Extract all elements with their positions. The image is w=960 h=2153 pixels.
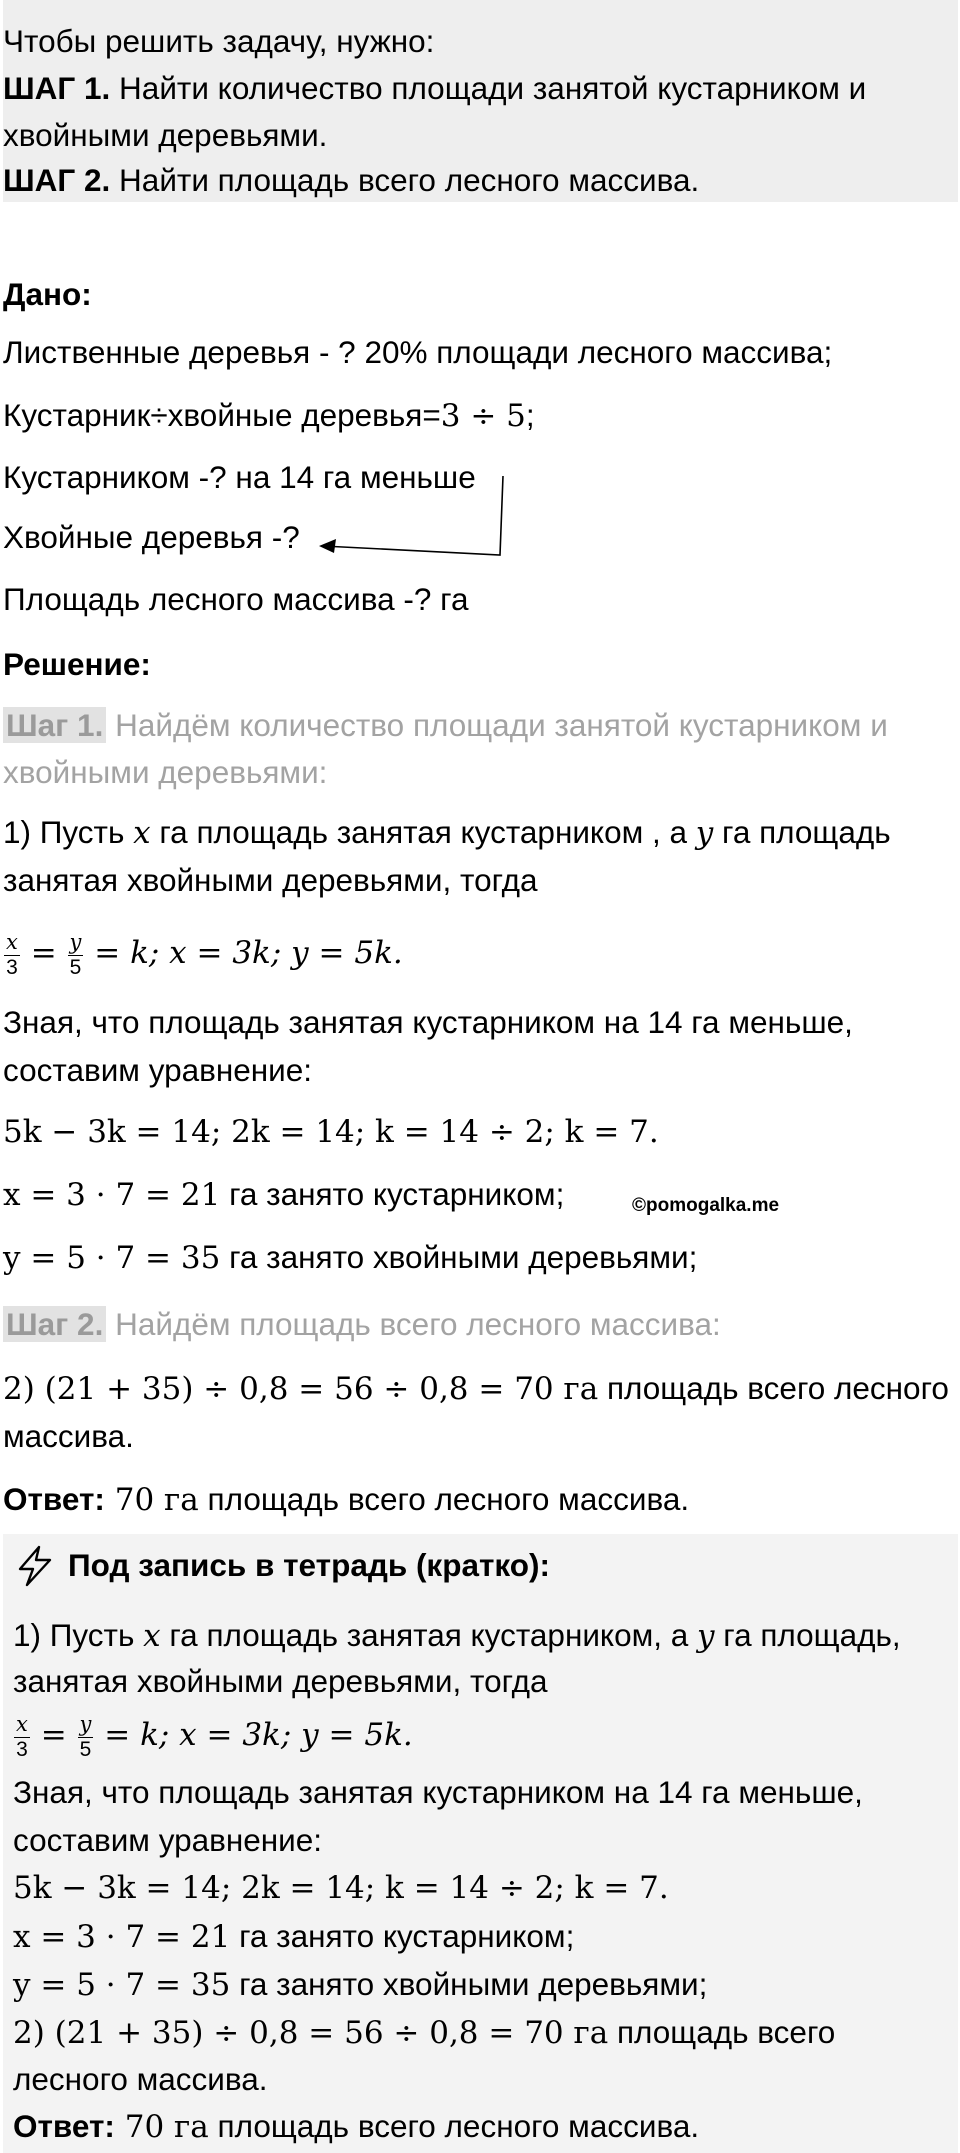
given-line: Кустарником -? на 14 га меньше xyxy=(3,459,476,495)
given-line: Лиственные деревья - ? 20% площади лесного массива; xyxy=(3,334,833,370)
equation-line xyxy=(3,1172,564,1217)
given-text: ; xyxy=(525,397,535,433)
equation-ratio: $\frac{x}{3}$ = $\frac{y}{5}$ = k; x = 3k; y = 5k. xyxy=(6,929,403,979)
answer-label: Ответ: xyxy=(13,2108,115,2144)
step2-heading xyxy=(3,1302,721,1346)
intro-step1-cont: хвойными деревьями. xyxy=(3,117,328,153)
note-title: Под запись в тетрадь (кратко): xyxy=(68,1547,550,1583)
solution-paragraph: Зная, что площадь занятая кустарником на 14 га меньше, xyxy=(3,1004,853,1040)
note-line: x = 3 · 7 = 21 га занято кустарником; xyxy=(13,1918,575,1955)
note-line: Зная, что площадь занятая кустарником на 14 га меньше, xyxy=(13,1774,863,1810)
solution-paragraph: массива. xyxy=(3,1418,134,1454)
note-line: лесного массива. xyxy=(13,2061,268,2097)
note-line: y = 5 · 7 = 35 га занято хвойными деревьями; xyxy=(13,1966,708,2003)
solution-paragraph: составим уравнение: xyxy=(3,1052,313,1088)
fraction: $\frac{x}{3}$ xyxy=(6,929,18,979)
note-equation: 5k − 3k = 14; 2k = 14; k = 14 ÷ 2; k = 7. xyxy=(13,1870,669,1906)
solution-paragraph xyxy=(3,810,891,855)
math: x = 3 · 7 = 21 xyxy=(3,1177,221,1213)
equation-line xyxy=(3,1235,697,1280)
given-title: Дано: xyxy=(3,276,92,312)
math-var: y xyxy=(697,1618,715,1654)
watermark: ©pomogalka.me xyxy=(632,1195,780,1216)
text: га площадь занятая кустарником , а xyxy=(150,814,696,850)
note-answer: Ответ: 70 га площадь всего лесного массива. xyxy=(13,2108,700,2145)
given-math: 3 ÷ 5 xyxy=(440,398,526,434)
given-line xyxy=(3,393,535,438)
answer-label: Ответ: xyxy=(3,1481,105,1517)
step1-text: Найти количество площади занятой кустарником и xyxy=(110,70,867,106)
math-var: x xyxy=(143,1618,161,1654)
lightning-icon xyxy=(12,1544,58,1588)
step1-label: ШАГ 1. xyxy=(3,70,111,106)
step1-heading-cont: хвойными деревьями: xyxy=(3,754,328,790)
math-var: y xyxy=(695,815,714,851)
math: 2) (21 + 35) ÷ 0,8 = 56 ÷ 0,8 = 70 га xyxy=(3,1371,599,1407)
text: га занято кустарником; xyxy=(220,1176,565,1212)
note-line: составим уравнение: xyxy=(13,1822,323,1858)
fraction: $\frac{y}{5}$ xyxy=(69,929,82,979)
note-line: занятая хвойными деревьями, тогда xyxy=(13,1663,548,1699)
step1-heading xyxy=(3,703,888,747)
step2-heading-text: Найдём площадь всего лесного массива: xyxy=(106,1306,721,1342)
step1-heading-text: Найдём количество площади занятой кустарником и xyxy=(106,707,888,743)
solution-title: Решение: xyxy=(3,646,151,682)
given-line: Хвойные деревья -? xyxy=(3,519,300,555)
math: = k; x = 3k; y = 5k. xyxy=(84,935,403,971)
math: y = 5 · 7 = 35 xyxy=(3,1240,221,1276)
text: 1) Пусть xyxy=(3,814,134,850)
solution-paragraph: занятая хвойными деревьями, тогда xyxy=(3,862,538,898)
given-line: Площадь лесного массива -? га xyxy=(3,581,469,617)
math: = k; x = 3k; y = 5k. xyxy=(94,1717,413,1753)
answer xyxy=(3,1477,689,1522)
step2-label: ШАГ 2. xyxy=(3,162,111,198)
text: площадь всего лесного xyxy=(598,1370,949,1406)
math: 70 га xyxy=(104,1482,199,1518)
fraction: $\frac{y}{5}$ xyxy=(79,1711,92,1761)
intro-line: Чтобы решить задачу, нужно: xyxy=(3,23,435,59)
intro-step1 xyxy=(3,66,866,110)
text: га занято хвойными деревьями; xyxy=(220,1239,698,1275)
note-line: 1) Пусть x га площадь занятая кустарником, а y га площадь, xyxy=(13,1617,901,1654)
given-text: Кустарник÷хвойные деревья= xyxy=(3,397,441,433)
text: площадь всего лесного массива. xyxy=(198,1481,690,1517)
equation-line xyxy=(3,1366,949,1411)
step1-tag: Шаг 1. xyxy=(3,707,106,743)
note-equation-ratio: $\frac{x}{3}$ = $\frac{y}{5}$ = k; x = 3k; y = 5k. xyxy=(16,1711,413,1761)
step2-tag: Шаг 2. xyxy=(3,1306,106,1342)
equation: 5k − 3k = 14; 2k = 14; k = 14 ÷ 2; k = 7. xyxy=(3,1114,659,1150)
fraction: $\frac{x}{3}$ xyxy=(16,1711,28,1761)
step2-text: Найти площадь всего лесного массива. xyxy=(110,162,700,198)
math-var: x xyxy=(133,815,151,851)
intro-step2 xyxy=(3,158,699,202)
note-line: 2) (21 + 35) ÷ 0,8 = 56 ÷ 0,8 = 70 га площадь всего xyxy=(13,2014,836,2051)
text: га площадь xyxy=(713,814,891,850)
